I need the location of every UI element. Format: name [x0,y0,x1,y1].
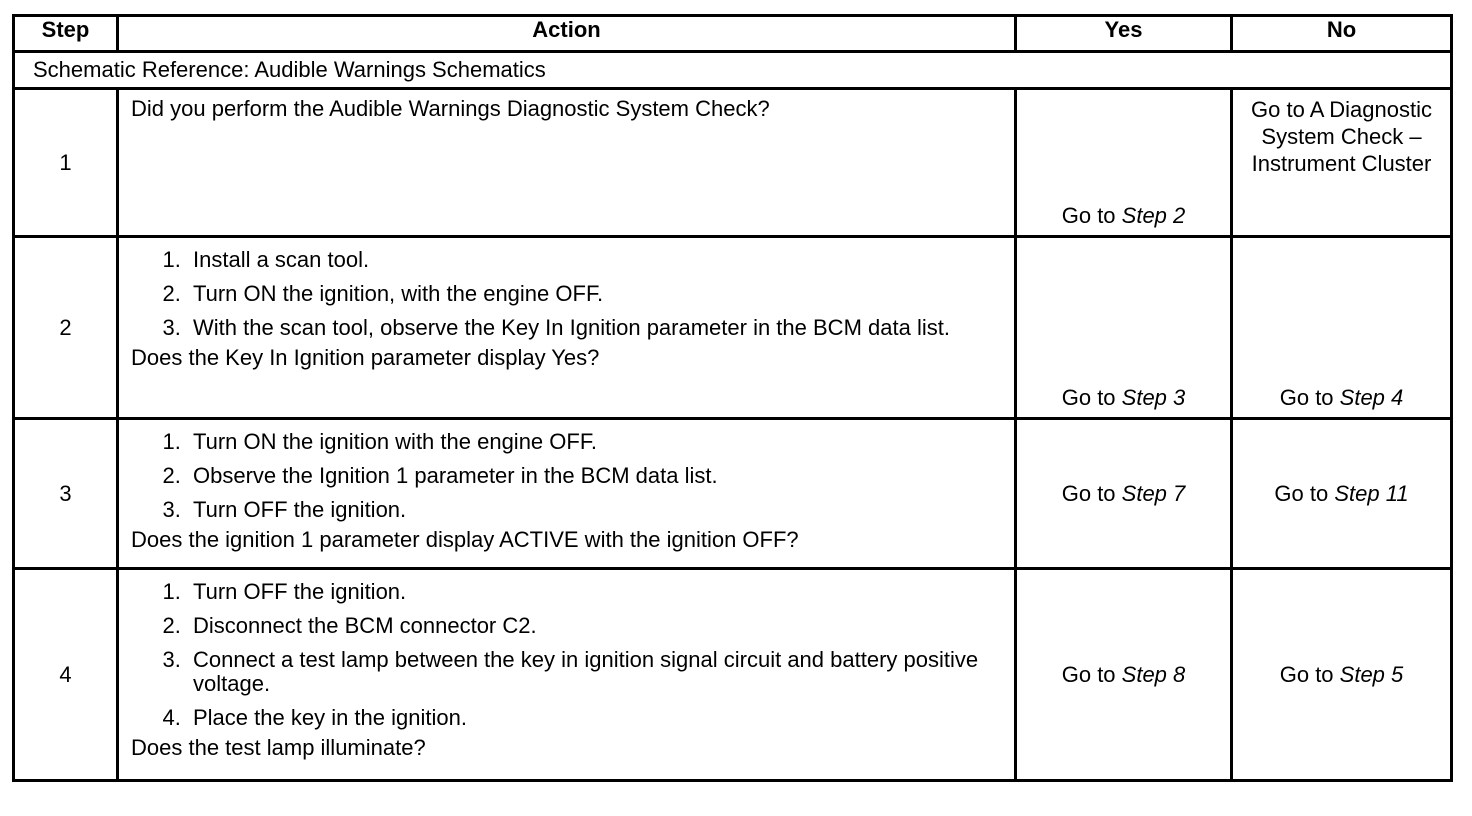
step-number: 2 [14,237,118,419]
table-row [14,569,1452,781]
action-cell [118,237,1016,419]
no-cell [1232,237,1452,419]
no-prefix: Go to [1279,385,1340,410]
no-step-link[interactable]: Step 5 [1339,661,1404,687]
action-item: 4. Place the key in the ignition. [187,706,1004,730]
action-list [131,580,1004,730]
action-item: 1. Turn OFF the ignition. [187,580,1004,604]
action-cell [118,419,1016,569]
action-item: 1. Install a scan tool. [187,248,1004,272]
yes-prefix: Go to [1061,480,1122,506]
header-row [14,16,1452,52]
diagnostic-table [12,14,1453,782]
table-row [14,237,1452,419]
no-step-link[interactable]: Step 11 [1334,480,1409,506]
yes-prefix: Go to [1061,385,1122,410]
action-item: 3. With the scan tool, observe the Key In Ignition parameter in the BCM data list. [187,316,1004,340]
no-step-link[interactable]: Step 4 [1339,385,1404,410]
yes-step-link[interactable]: Step 7 [1121,480,1186,506]
no-step-link[interactable]: Go to A Diagnostic System Check – Instrument Cluster [1251,97,1432,176]
action-item: 2. Turn ON the ignition, with the engine OFF. [187,282,1004,306]
yes-cell [1016,569,1232,781]
action-cell [118,89,1016,237]
no-cell [1232,89,1452,237]
action-question: Did you perform the Audible Warnings Diagnostic System Check? [131,96,770,121]
yes-step-link[interactable]: Step 8 [1121,661,1186,687]
action-item: 3. Connect a test lamp between the key in ignition signal circuit and battery positive voltage. [187,648,1004,696]
yes-cell [1016,89,1232,237]
step-number: 3 [14,419,118,569]
yes-prefix: Go to [1061,203,1122,228]
schematic-reference-row [14,52,1452,89]
action-question: Does the ignition 1 parameter display ACTIVE with the ignition OFF? [131,527,799,552]
header-action: Action [118,16,1016,52]
table-row [14,419,1452,569]
yes-step-link[interactable]: Step 2 [1121,203,1186,228]
action-item: 3. Turn OFF the ignition. [187,498,1004,522]
no-prefix: Go to [1279,661,1340,687]
action-question: Does the test lamp illuminate? [131,735,426,760]
yes-step-link[interactable]: Step 3 [1121,385,1186,410]
no-prefix: Go to [1274,480,1335,506]
yes-cell [1016,419,1232,569]
action-list [131,430,1004,522]
header-step: Step [14,16,118,52]
schematic-reference: Schematic Reference: Audible Warnings Schematics [14,52,1452,89]
action-list [131,248,1004,340]
header-no: No [1232,16,1452,52]
action-question: Does the Key In Ignition parameter display Yes? [131,345,600,370]
yes-cell [1016,237,1232,419]
step-number: 1 [14,89,118,237]
no-cell [1232,419,1452,569]
yes-prefix: Go to [1061,661,1122,687]
table-row [14,89,1452,237]
action-item: 2. Disconnect the BCM connector C2. [187,614,1004,638]
action-item: 2. Observe the Ignition 1 parameter in the BCM data list. [187,464,1004,488]
action-cell [118,569,1016,781]
no-cell [1232,569,1452,781]
header-yes: Yes [1016,16,1232,52]
action-item: 1. Turn ON the ignition with the engine OFF. [187,430,1004,454]
step-number: 4 [14,569,118,781]
